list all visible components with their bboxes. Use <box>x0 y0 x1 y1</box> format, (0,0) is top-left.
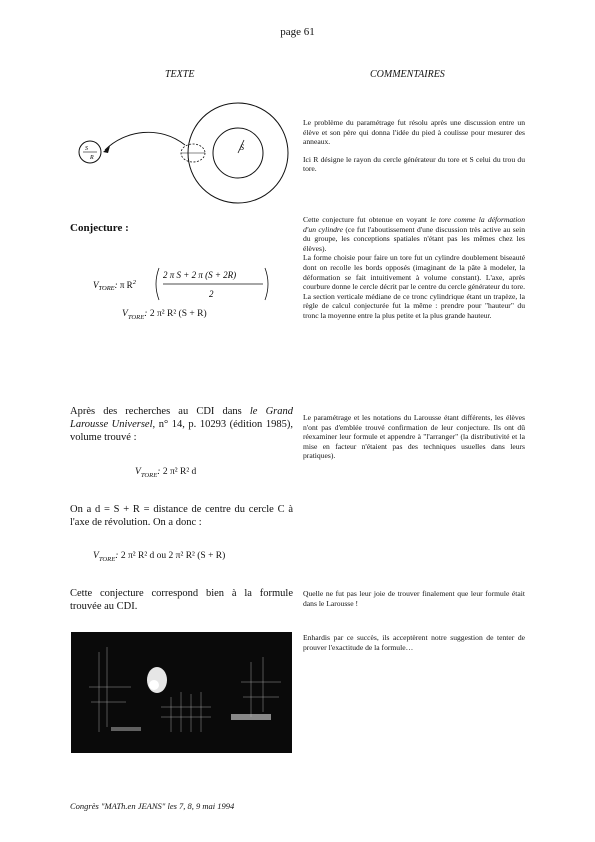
projection-arrow <box>105 132 185 150</box>
paragraph-confirmation: Cette conjecture correspond bien à la formule trouvée au CDI. <box>70 588 293 612</box>
column-header-commentaires: COMMENTAIRES <box>370 69 445 80</box>
small-circle-label-s: S <box>85 146 88 152</box>
formula-larousse: $V_{TORE}$: 2 π² R² d <box>135 467 197 479</box>
comment-joie: Quelle ne fut pas leur joie de trouver finalement que leur formule était dans le Larousse ! <box>303 589 525 608</box>
comment-5: La section verticale médiane de ce tronc cylindrique étant un trapèze, la règle de calcul conjecturée fut la même : prendre pour "hauteur" du tronc la moyenne entre la plus petite et la plus grande hauteur. <box>303 291 525 320</box>
para1-prefix: Après des recherches au CDI dans <box>70 406 250 417</box>
para1-italic: le Grand Larousse Universel <box>70 406 294 430</box>
torus-figure <box>70 100 295 210</box>
comment-3-prefix: Cette conjecture fut obtenue en voyant <box>303 215 431 224</box>
f4-v-sub: TORE <box>98 555 116 563</box>
f1-lead: π R <box>119 280 133 290</box>
f1-v: V <box>93 280 99 290</box>
comment-2: Ici R désigne le rayon du cercle générateur du tore et S celui du trou du tore. <box>303 154 525 174</box>
f1-right-paren <box>265 268 268 300</box>
f1-numerator: 2 π S + 2 π (S + 2R) <box>163 270 237 280</box>
radius-label: S <box>240 143 244 152</box>
footer: Congrès "MATh.en JEANS" les 7, 8, 9 mai 1994 <box>70 801 235 811</box>
f2-v: V <box>122 309 128 319</box>
para1-suffix: , n° 14, p. 10293 (édition 1985), volume trouvé : <box>70 419 293 443</box>
conjecture-title: Conjecture : <box>70 222 129 234</box>
f2-expression: 2 π² R² (S + R) <box>149 309 207 319</box>
comment-enhardis: Enhardis par ce succès, ils acceptèrent notre suggestion de tenter de prouver l'exactitude de la formule… <box>303 633 525 652</box>
f1-v-sub: TORE <box>98 285 115 292</box>
f2-v-sub: TORE <box>127 313 145 321</box>
f3-v-sub: TORE <box>140 471 158 479</box>
f4-expression: 2 π² R² d ou 2 π² R² (S + R) <box>120 551 226 561</box>
comment-3-suffix: (ce fut l'aboutissement d'une discussion très active au sein du groupe, les conceptions spatiales n'étant pas les mêmes chez les élèves). <box>303 224 525 253</box>
page-number: page 61 <box>280 26 315 38</box>
formula-1-svg <box>93 262 293 306</box>
f1-denominator: 2 <box>209 289 214 299</box>
f1-left-paren <box>156 268 159 300</box>
f3-v: V <box>135 467 141 477</box>
comment-conjecture <box>303 215 525 321</box>
formula-conjecture-simplified: $V_{TORE}$: 2 π² R² (S + R) <box>122 309 207 321</box>
comment-4: La forme choisie pour faire un tore fut un cylindre doublement biseauté dont on recolle les bords opposés (imaginant de la pâte à modeler, la déformation se fait intuitivement à volume constant). L'axe, après courbure donne le cercle décrit par le centre du cercle générateur du tore. <box>303 253 525 292</box>
column-header-texte: TEXTE <box>165 69 195 80</box>
classroom-photo <box>71 632 292 753</box>
comment-larousse: Le paramétrage et les notations du Larousse étant différents, les élèves n'ont pas d'emblée trouvé confirmation de leur conjecture. Ils ont dû réexaminer leur formule et appendre à "l'arranger" (la distributivité et la mise en facteur n'étaient pas des techniques usuelles dans leurs pratiques). <box>303 413 525 461</box>
comment-3-italic: le tore comme la déformation d'un cylindre <box>303 215 525 234</box>
formula-conjecture <box>93 262 293 309</box>
comment-parametrage <box>303 118 525 182</box>
comment-1: Le problème du paramétrage fut résolu après une discussion entre un élève et son père qui donna l'idée du pied à coulisse pour mesurer des anneaux. <box>303 118 525 147</box>
paragraph-cdi <box>70 405 293 444</box>
f3-expression: 2 π² R² d <box>162 467 197 477</box>
formula-combined: $V_{TORE}$: 2 π² R² d ou 2 π² R² (S + R) <box>93 551 226 563</box>
arrow-head <box>103 146 110 153</box>
svg-text:VTORE: π R2: $V_{TORE}$: π $R^2$ <box>93 279 136 292</box>
comment-3 <box>303 215 525 253</box>
small-circle-label-r: R <box>90 155 94 161</box>
f4-v: V <box>93 551 99 561</box>
paragraph-distance: On a d = S + R = distance de centre du cercle C à l'axe de révolution. On a donc : <box>70 504 293 528</box>
